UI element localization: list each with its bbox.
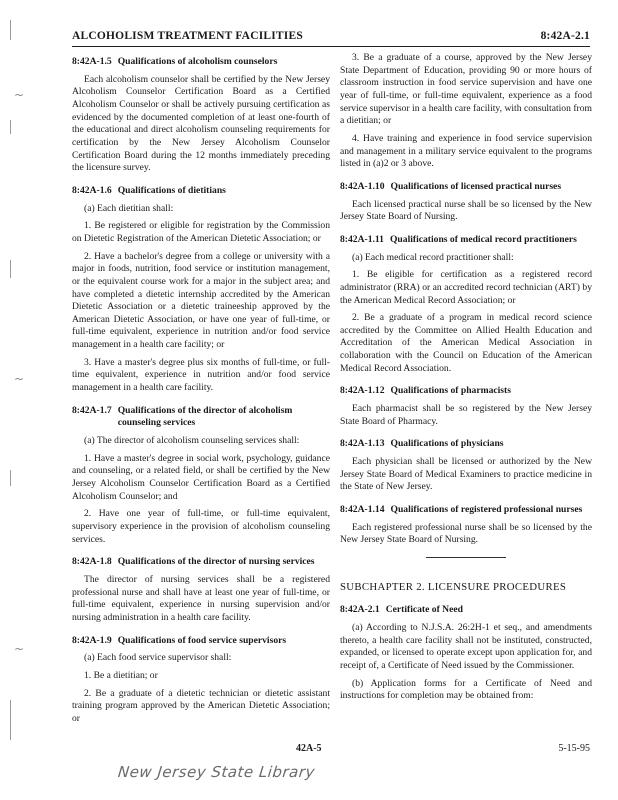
section-number: 8:42A-1.14 xyxy=(340,504,385,516)
section-title: Qualifications of registered professional nurses xyxy=(390,504,583,516)
section-paragraph: 1. Have a master's degree in social work, psychology, guidance and counseling, or a related field, or shall be certified by the New Jersey Alcoholism Counselor Certification Board as a Certified Alcoholism Counselor; and xyxy=(72,452,330,502)
right-column xyxy=(340,52,592,708)
header-section-number: 8:42A-2.1 xyxy=(540,30,590,42)
section-number: 8:42A-1.9 xyxy=(72,634,112,646)
section-divider xyxy=(426,557,506,558)
section-title: Qualifications of licensed practical nurses xyxy=(390,180,562,192)
section-heading xyxy=(340,504,592,517)
section-paragraph: 2. Have a bachelor's degree from a college or university with a major in foods, nutrition, food service or institution management, or the equivalent course work for a major in the subject area; and have completed a dietetic internship accredited by the American Dietetic Association or a dietetic traineeship approved by the American Dietetic Association, or have one year of full-time, or full-time equivalent, experience in nutrition and/or food service management in a health care facility; or xyxy=(72,250,330,351)
section-paragraph: Each physician shall be licensed or authorized by the New Jersey State Board of Medical Examiners to practice medicine in the State of New Jersey. xyxy=(340,456,592,493)
section-heading xyxy=(72,405,330,430)
section-number: 8:42A-1.11 xyxy=(340,233,384,245)
section-title: Qualifications of the director of nursing services xyxy=(117,556,315,568)
library-stamp: New Jersey State Library xyxy=(117,763,316,781)
section-paragraph: (a) According to N.J.S.A. 26:2H-1 et seq., and amendments thereto, a health care facility shall not be instituted, constructed, expanded, or licensed to operate except upon application for, and receipt of, a Certificate of Need issued by the Commissioner. xyxy=(340,621,592,671)
section-number: 8:42A-1.8 xyxy=(72,556,112,568)
running-header xyxy=(72,30,590,47)
section-heading xyxy=(72,56,330,69)
section-title: Qualifications of dietitians xyxy=(117,184,226,196)
section-number: 8:42A-1.5 xyxy=(72,56,112,67)
section-paragraph: (a) The director of alcoholism counseling services shall: xyxy=(84,435,300,447)
section-paragraph: Each licensed practical nurse shall be so licensed by the New Jersey State Board of Nursing. xyxy=(340,198,592,223)
subchapter-body xyxy=(340,622,592,703)
section-number: 8:42A-1.10 xyxy=(340,180,385,192)
section-paragraph: 1. Be eligible for certification as a registered record administrator (RRA) or an accredited record technician (ART) by the American Medical Record Association; or xyxy=(340,269,592,306)
section-heading xyxy=(340,604,592,617)
section-paragraph: 3. Have a master's degree plus six months of full-time, or full-time equivalent, experience in nutrition and/or food service management in a health care facility. xyxy=(72,356,330,394)
section-paragraph: 1. Be registered or eligible for registration by the Commission on Dietetic Registration of the American Dietetic Association; or xyxy=(72,220,330,244)
section-number: 8:42A-2.1 xyxy=(340,604,380,616)
section-paragraph: Each registered professional nurse shall be so licensed by the New Jersey State Board of Nursing. xyxy=(340,521,592,546)
section-paragraph: 4. Have training and experience in food service supervision and management in a military service equivalent to the programs listed in (a)2 or 3 above. xyxy=(340,132,592,170)
section-heading xyxy=(340,438,592,451)
section-heading xyxy=(340,181,592,194)
section-paragraph: 2. Be a graduate of a program in medical record science accredited by the Committee on Allied Health Education and Accreditation of the American Medical Association in collaboration with the Council on Education of the American Medical Record Association. xyxy=(340,312,592,374)
section-paragraph: (a) Each medical record practitioner shall: xyxy=(352,251,514,263)
section-paragraph: (b) Application forms for a Certificate of Need and instructions for completion may be obtained from: xyxy=(340,677,592,702)
section-paragraph: 1. Be a dietitian; or xyxy=(84,669,158,681)
right-column-sections xyxy=(340,181,592,547)
section-title: Qualifications of pharmacists xyxy=(390,385,511,397)
section-title: Qualifications of the director of alcoholism counseling services xyxy=(117,404,293,429)
section-paragraph: 2. Be a graduate of a dietetic technician or dietetic assistant training program approved by the American Dietetic Association; or xyxy=(72,687,330,724)
section-number: 8:42A-1.12 xyxy=(340,385,385,397)
section-paragraph: Each alcoholism counselor shall be certified by the New Jersey Alcoholism Counselor Certification Board as a Certified Alcoholism Counselor or shall be actively pursuing certification as evidenced by the documented completion of at least one-fourth of the educational and direct alcoholism counseling requirements for certification by the New Jersey Alcoholism Counselor Certification Board during the 12 months immediately preceding the licensure survey. xyxy=(72,73,330,174)
section-title: Qualifications of physicians xyxy=(390,438,504,450)
section-heading xyxy=(72,635,330,648)
section-paragraph: Each pharmacist shall be so registered by the New Jersey State Board of Pharmacy. xyxy=(340,403,592,427)
section-title: Qualifications of food service supervisors xyxy=(117,634,287,646)
right-column-continued-items xyxy=(340,52,592,171)
section-heading xyxy=(72,185,330,198)
page-date: 5-15-95 xyxy=(558,743,590,754)
subchapter-heading: SUBCHAPTER 2. LICENSURE PROCEDURES xyxy=(340,581,567,593)
section-paragraph: (a) Each food service supervisor shall: xyxy=(84,652,232,664)
section-title: Qualifications of alcoholism counselors xyxy=(117,56,278,67)
section-heading xyxy=(340,385,592,398)
section-heading xyxy=(340,234,592,247)
section-paragraph: The director of nursing services shall be a registered professional nurse and shall have at least one year of full-time, or full-time equivalent, experience in nursing supervision and/or nursing administration in a health care facility. xyxy=(72,573,330,623)
header-title: ALCOHOLISM TREATMENT FACILITIES xyxy=(72,30,303,42)
section-paragraph: (a) Each dietitian shall: xyxy=(84,202,174,214)
section-paragraph: 3. Be a graduate of a course, approved by the New Jersey State Department of Education, providing 90 or more hours of classroom instruction in food service supervision and have one year of full-time, or full-time equivalent, experience as a food service supervisor in a health care facility, with consultation from a dietitian; or xyxy=(340,52,592,127)
section-heading xyxy=(72,556,330,569)
section-number: 8:42A-1.6 xyxy=(72,184,112,196)
section-number: 8:42A-1.13 xyxy=(340,438,385,450)
page-number: 42A-5 xyxy=(296,743,322,754)
section-number: 8:42A-1.7 xyxy=(72,404,112,416)
section-title: Certificate of Need xyxy=(385,604,463,616)
margin-scan-marks: ~ ~ ~ xyxy=(0,0,40,800)
left-column xyxy=(72,52,330,731)
section-title: Qualifications of medical record practitioners xyxy=(389,233,577,245)
section-paragraph: 2. Have one year of full-time, or full-time equivalent, supervisory experience in the provision of alcoholism counseling services. xyxy=(72,508,330,545)
